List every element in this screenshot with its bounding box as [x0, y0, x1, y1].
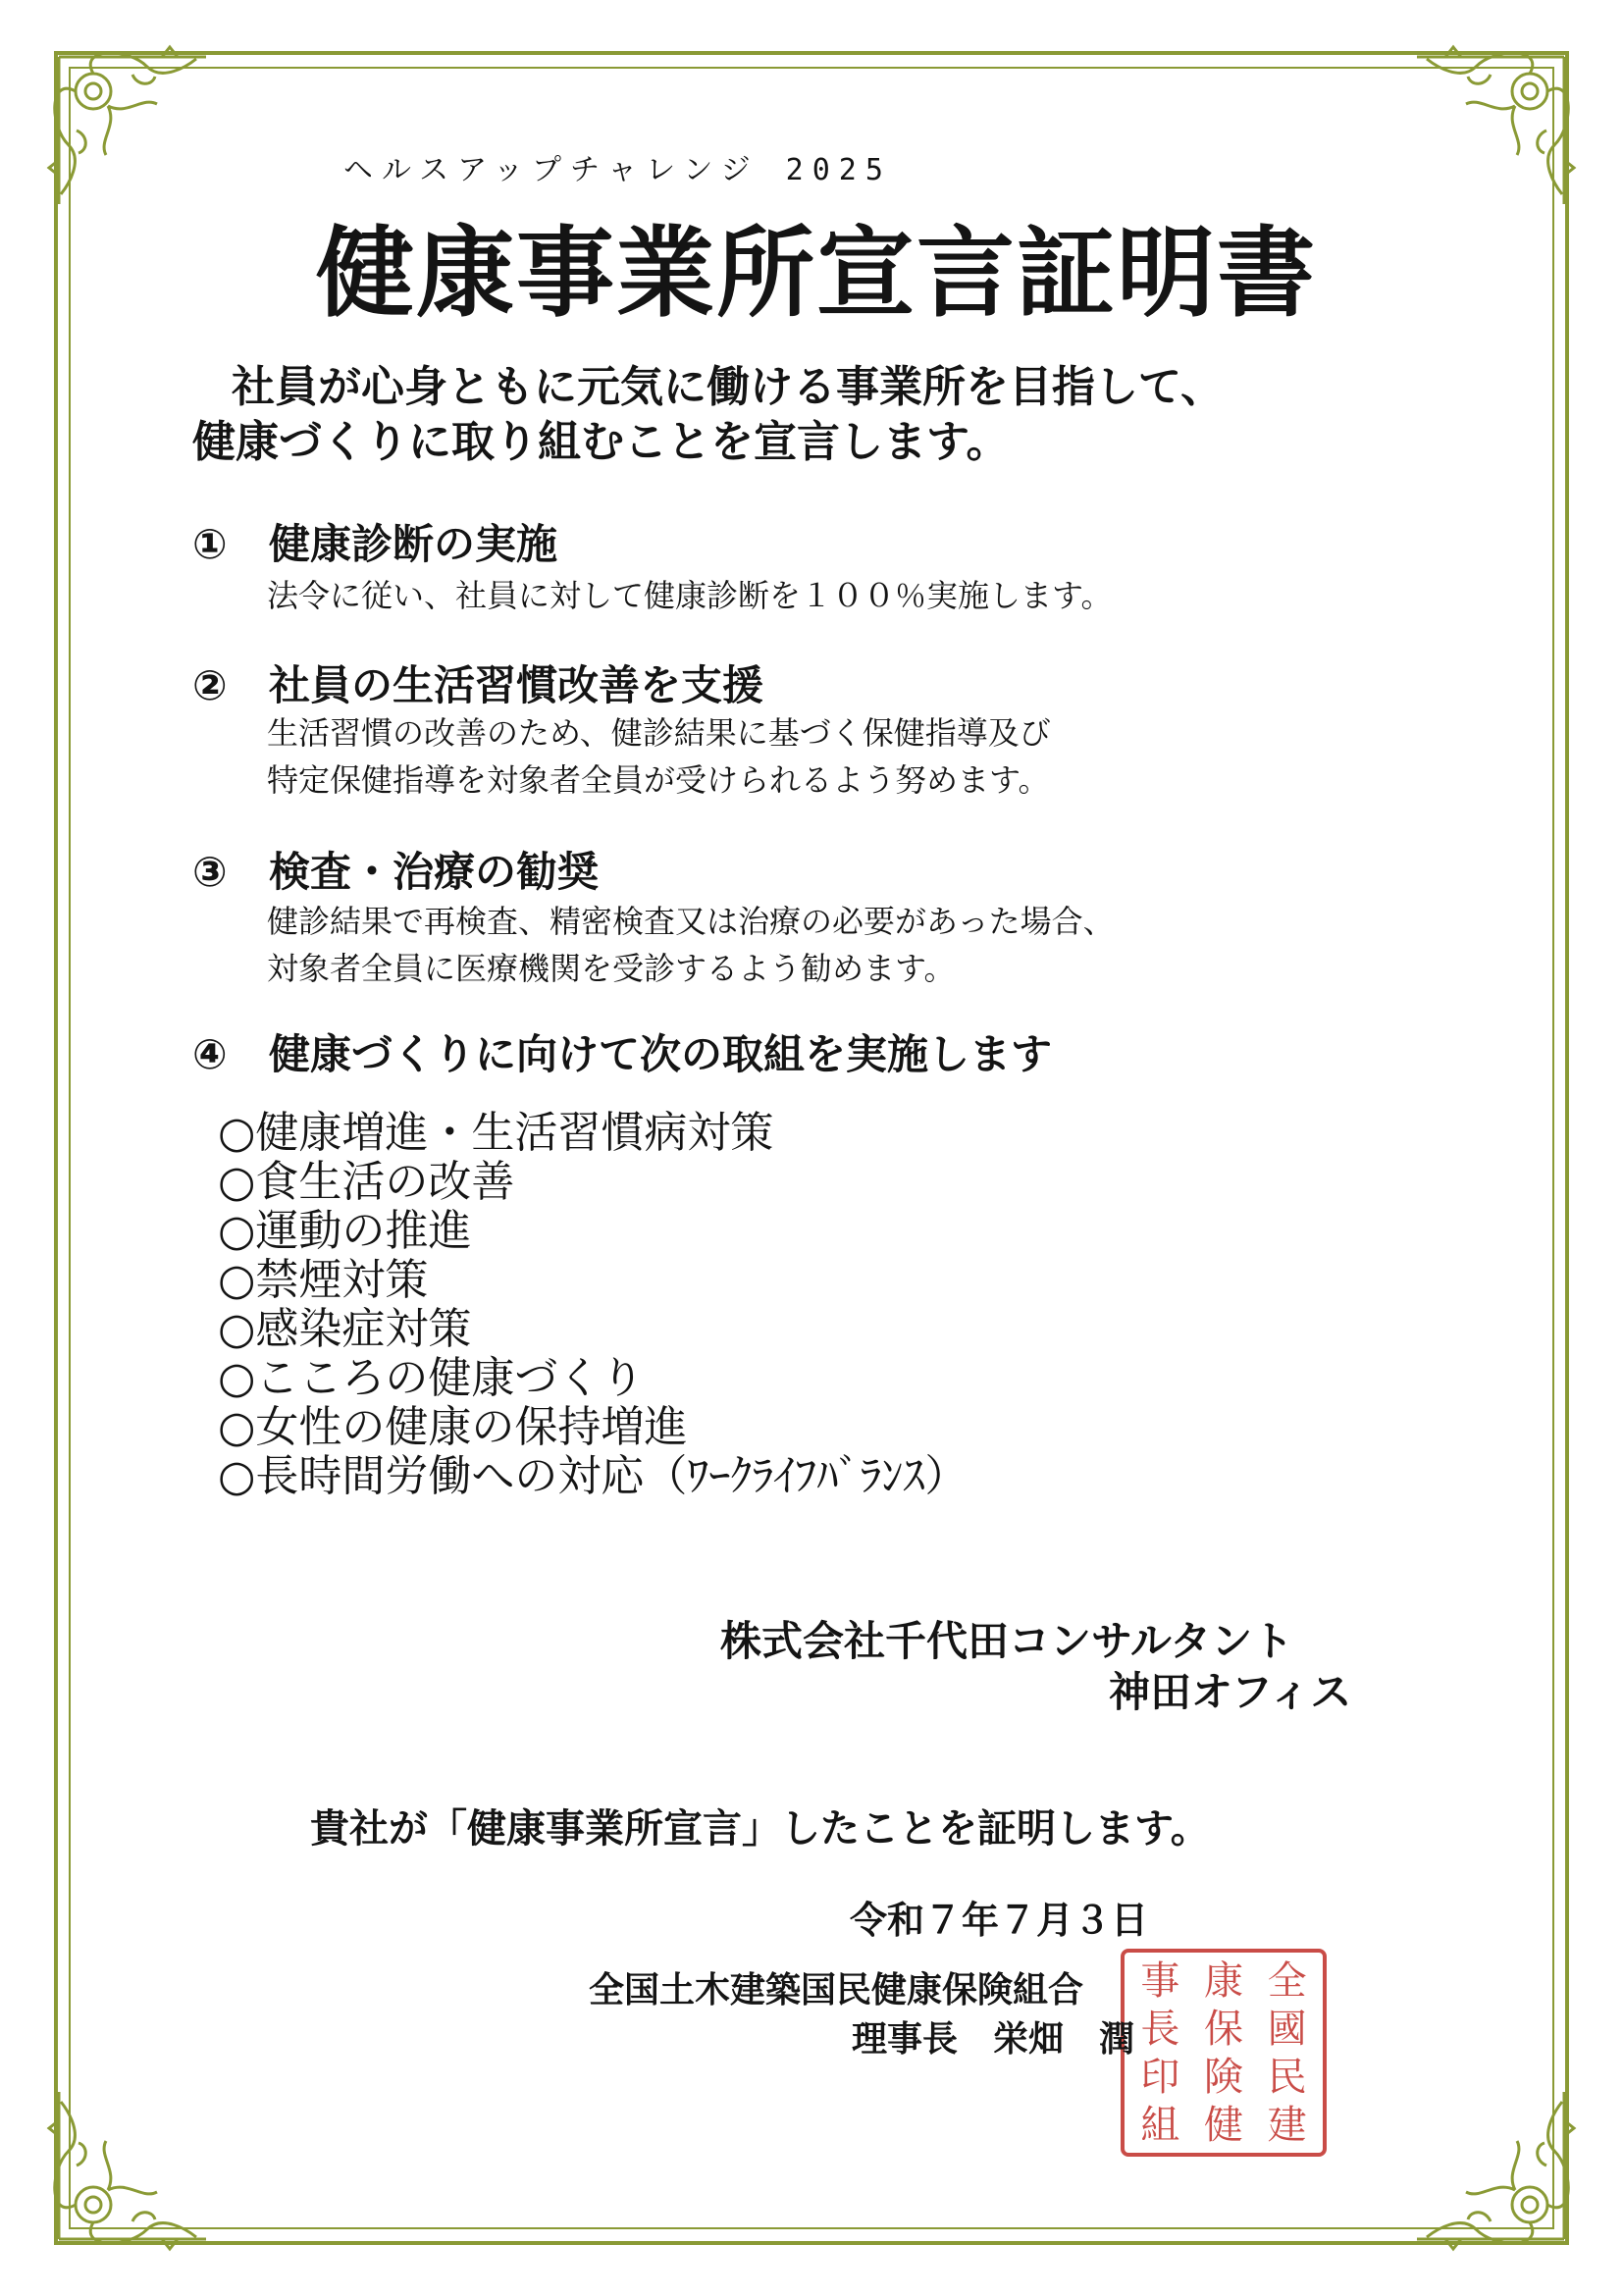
issuer-representative: 理事長 栄畑 潤: [852, 2019, 1135, 2060]
item-1-desc-line-1: 法令に従い、社員に対して健康診断を１００％実施します。: [267, 577, 1113, 614]
company-office: 神田オフィス: [1109, 1668, 1352, 1716]
intro-line-1: 社員が心身ともに元気に働ける事業所を目指して、: [232, 362, 1225, 412]
sub-item-7: ○女性の健康の保持増進: [218, 1402, 688, 1452]
corner-ornament-bottom-left: [39, 2082, 216, 2259]
item-3-heading: [192, 840, 599, 899]
item-title: 検査・治療の勧奨: [269, 848, 600, 896]
certificate-subtitle: ヘルスアップチャレンジ 2025: [343, 153, 892, 187]
item-3-desc-line-1: 健診結果で再検査、精密検査又は治療の必要があった場合、: [267, 903, 1115, 940]
intro-line-2: 健康づくりに取り組むことを宣言します。: [192, 417, 1010, 467]
item-number: ④: [192, 1030, 228, 1078]
item-number: ②: [192, 661, 228, 709]
certificate-title: 健康事業所宣言証明書: [316, 215, 1317, 331]
company-name: 株式会社千代田コンサルタント: [720, 1617, 1294, 1665]
item-number: ①: [192, 520, 228, 568]
item-4-heading: [192, 1022, 1052, 1081]
item-title: 健康診断の実施: [269, 520, 558, 568]
sub-item-3: ○運動の推進: [218, 1206, 472, 1256]
sub-item-6: ○こころの健康づくり: [218, 1353, 645, 1403]
sub-item-2: ○食生活の改善: [218, 1157, 515, 1207]
sub-item-1: ○健康増進・生活習慣病対策: [218, 1108, 774, 1158]
corner-ornament-top-right: [1407, 37, 1584, 214]
issuer-organization: 全国土木建築国民健康保険組合: [589, 1970, 1084, 2010]
item-3-desc-line-2: 対象者全員に医療機関を受診するよう勧めます。: [267, 950, 956, 987]
corner-ornament-top-left: [39, 37, 216, 214]
item-number: ③: [192, 848, 228, 896]
corner-ornament-bottom-right: [1407, 2082, 1584, 2259]
item-2-desc-line-2: 特定保健指導を対象者全員が受けられるよう努めます。: [267, 761, 1050, 799]
issue-date: 令和７年７月３日: [850, 1899, 1149, 1942]
sub-item-5: ○感染症対策: [218, 1304, 472, 1354]
official-seal-stamp: 事 康 全 長 保 國 印 険 民 組 健 建: [1121, 1949, 1327, 2157]
sub-item-8: ○長時間労働への対応（ﾜｰｸﾗｲﾌﾊﾞﾗﾝｽ）: [218, 1451, 969, 1501]
item-2-desc-line-1: 生活習慣の改善のため、健診結果に基づく保健指導及び: [267, 714, 1051, 752]
certification-statement: 貴社が「健康事業所宣言」したことを証明します。: [310, 1806, 1210, 1852]
item-title: 健康づくりに向けて次の取組を実施します: [269, 1030, 1053, 1078]
item-2-heading: [192, 653, 763, 712]
item-title: 社員の生活習慣改善を支援: [269, 661, 764, 709]
sub-item-4: ○禁煙対策: [218, 1255, 429, 1305]
item-1-heading: [192, 512, 557, 571]
